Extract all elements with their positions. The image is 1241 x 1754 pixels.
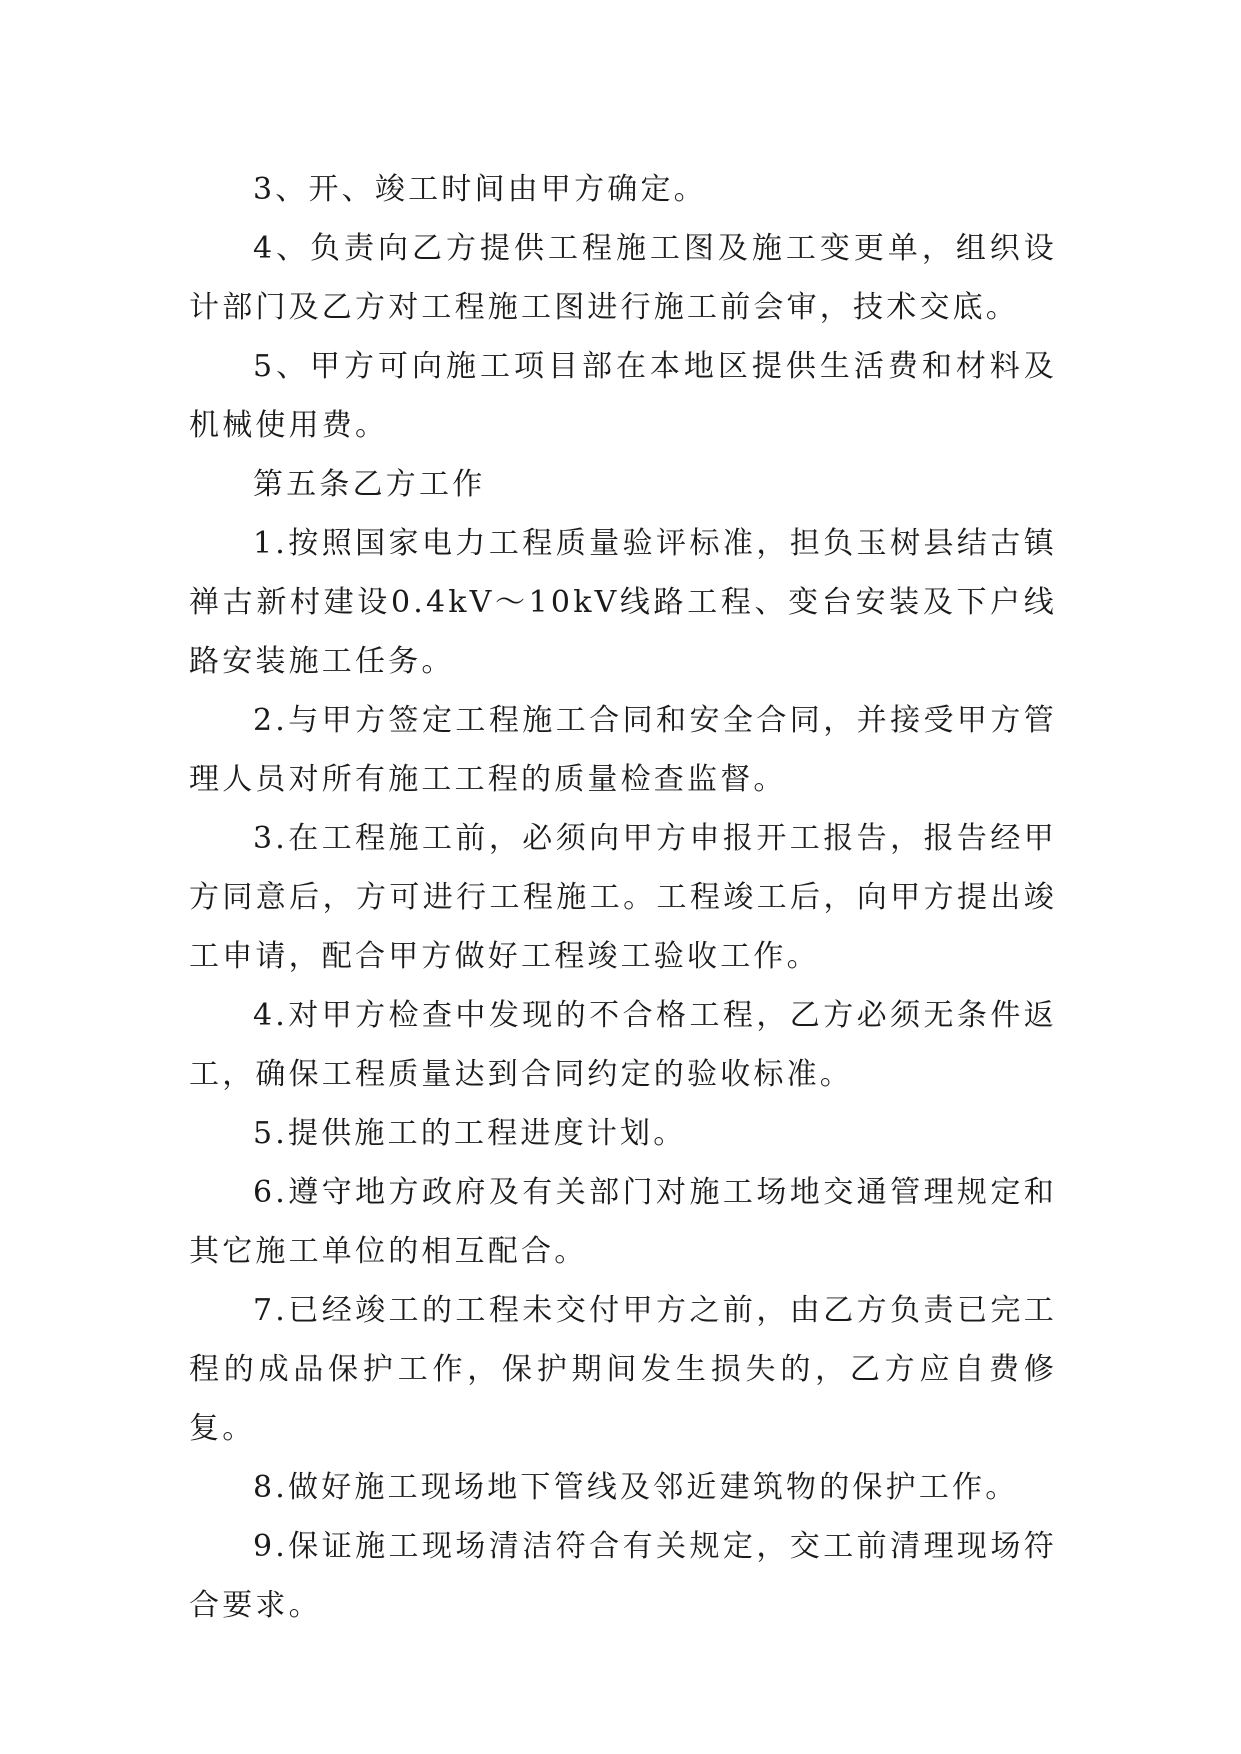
paragraph-underground-pipelines: 8.做好施工现场地下管线及邻近建筑物的保护工作。 bbox=[253, 1470, 1019, 1505]
paragraph-construction-task: 1.按照国家电力工程质量验评标准，担负玉树县结古镇禅古新村建设0.4kV～10kV线路工程、变台安装及下户线路安装施工任务。 bbox=[189, 526, 1057, 679]
paragraph-schedule-by-party-a: 3、开、竣工时间由甲方确定。 bbox=[253, 172, 707, 207]
paragraph-site-cleanliness: 9.保证施工现场清洁符合有关规定，交工前清理现场符合要求。 bbox=[189, 1529, 1057, 1623]
paragraph-product-protection: 7.已经竣工的工程未交付甲方之前，由乙方负责已完工程的成品保护工作，保护期间发生损失的，乙方应自费修复。 bbox=[189, 1293, 1057, 1446]
paragraph-start-report: 3.在工程施工前，必须向甲方申报开工报告，报告经甲方同意后，方可进行工程施工。工程竣工后，向甲方提出竣工申请，配合甲方做好工程竣工验收工作。 bbox=[189, 821, 1057, 974]
paragraph-progress-plan: 5.提供施工的工程进度计划。 bbox=[253, 1116, 687, 1151]
paragraph-contracts: 2.与甲方签定工程施工合同和安全合同，并接受甲方管理人员对所有施工工程的质量检查监督。 bbox=[189, 703, 1057, 797]
paragraph-provide-drawings: 4、负责向乙方提供工程施工图及施工变更单，组织设计部门及乙方对工程施工图进行施工前会审，技术交底。 bbox=[189, 231, 1057, 325]
paragraph-rework: 4.对甲方检查中发现的不合格工程，乙方必须无条件返工，确保工程质量达到合同约定的验收标准。 bbox=[189, 998, 1057, 1092]
paragraph-traffic-rules: 6.遵守地方政府及有关部门对施工场地交通管理规定和其它施工单位的相互配合。 bbox=[189, 1175, 1057, 1269]
paragraph-living-expenses: 5、甲方可向施工项目部在本地区提供生活费和材料及机械使用费。 bbox=[189, 349, 1057, 443]
document-body bbox=[189, 160, 1057, 1635]
section-heading-party-b-work: 第五条乙方工作 bbox=[253, 467, 486, 502]
